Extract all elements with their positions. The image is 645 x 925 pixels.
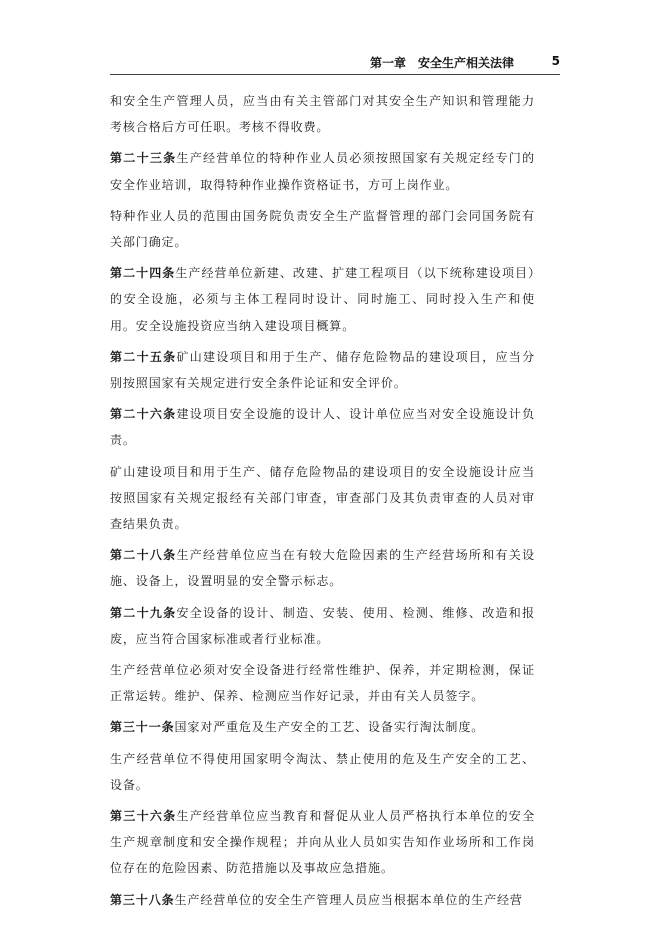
article-number: 第二十三条: [110, 151, 177, 166]
paragraph-text: 生产经营单位的特种作业人员必须按照国家有关规定经专门的安全作业培训，取得特种作业操作资格证书，方可上岗作业。: [110, 151, 535, 192]
paragraph-text: 生产经营单位应当在有较大危险因素的生产经营场所和有关设施、设备上，设置明显的安全警示标志。: [110, 548, 535, 589]
paragraph: [110, 714, 535, 740]
running-header: [110, 54, 560, 72]
page-number: 5: [551, 54, 560, 68]
paragraph-text: 和安全生产管理人员，应当由有关主管部门对其安全生产知识和管理能力考核合格后方可任职。考核不得收费。: [110, 94, 535, 135]
article-number: 第二十六条: [110, 407, 177, 422]
paragraph-text: 生产经营单位的安全生产管理人员应当根据本单位的生产经营: [174, 892, 523, 907]
paragraph: [110, 401, 535, 453]
paragraph-text: 生产经营单位必须对安全设备进行经常性维护、保养，并定期检测，保证正常运转。维护、保养、检测应当作好记录，并由有关人员签字。: [110, 663, 535, 704]
paragraph: [110, 542, 535, 594]
paragraph: [110, 260, 535, 339]
paragraph-text: 生产经营单位新建、改建、扩建工程项目（以下统称建设项目）的安全设施，必须与主体工程同时设计、同时施工、同时投入生产和使用。安全设施投资应当纳入建设项目概算。: [110, 266, 535, 333]
paragraph: [110, 746, 535, 798]
paragraph-text: 安全设备的设计、制造、安装、使用、检测、维修、改造和报废，应当符合国家标准或者行业标准。: [110, 605, 535, 646]
article-number: 第二十四条: [110, 266, 176, 281]
paragraph-text: 特种作业人员的范围由国务院负责安全生产监督管理的部门会同国务院有关部门确定。: [110, 208, 535, 250]
chapter-title: 第一章 安全生产相关法律: [369, 56, 514, 70]
article-number: 第三十六条: [110, 809, 177, 824]
paragraph: [110, 344, 535, 396]
paragraph: [110, 145, 535, 197]
paragraph-text: 国家对严重危及生产安全的工艺、设备实行淘汰制度。: [174, 720, 485, 735]
article-number: 第二十八条: [110, 548, 177, 563]
header-divider: [110, 74, 560, 75]
article-number: 第三十一条: [110, 720, 175, 735]
article-number: 第二十九条: [110, 605, 177, 620]
article-number: 第二十五条: [110, 349, 177, 364]
article-number: 第三十八条: [110, 892, 175, 907]
paragraph: [110, 887, 535, 913]
paragraph: [110, 203, 535, 255]
paragraph: [110, 803, 535, 882]
paragraph: [110, 600, 535, 652]
paragraph-text: 建设项目安全设施的设计人、设计单位应当对安全设施设计负责。: [110, 407, 535, 448]
paragraph: [110, 657, 535, 709]
paragraph: [110, 459, 535, 538]
paragraph: [110, 88, 535, 140]
paragraph-text: 生产经营单位应当教育和督促从业人员严格执行本单位的安全生产规章制度和安全操作规程；并向从业人员如实告知作业场所和工作岗位存在的危险因素、防范措施以及事故应急措施。: [110, 809, 535, 876]
paragraph-text: 矿山建设项目和用于生产、储存危险物品的建设项目的安全设施设计应当按照国家有关规定报经有关部门审查，审查部门及其负责审查的人员对审查结果负责。: [110, 464, 535, 532]
paragraph-text: 生产经营单位不得使用国家明令淘汰、禁止使用的危及生产安全的工艺、设备。: [110, 751, 535, 792]
body-text: [110, 88, 535, 918]
paragraph-text: 矿山建设项目和用于生产、储存危险物品的建设项目，应当分别按照国家有关规定进行安全条件论证和安全评价。: [110, 349, 535, 391]
